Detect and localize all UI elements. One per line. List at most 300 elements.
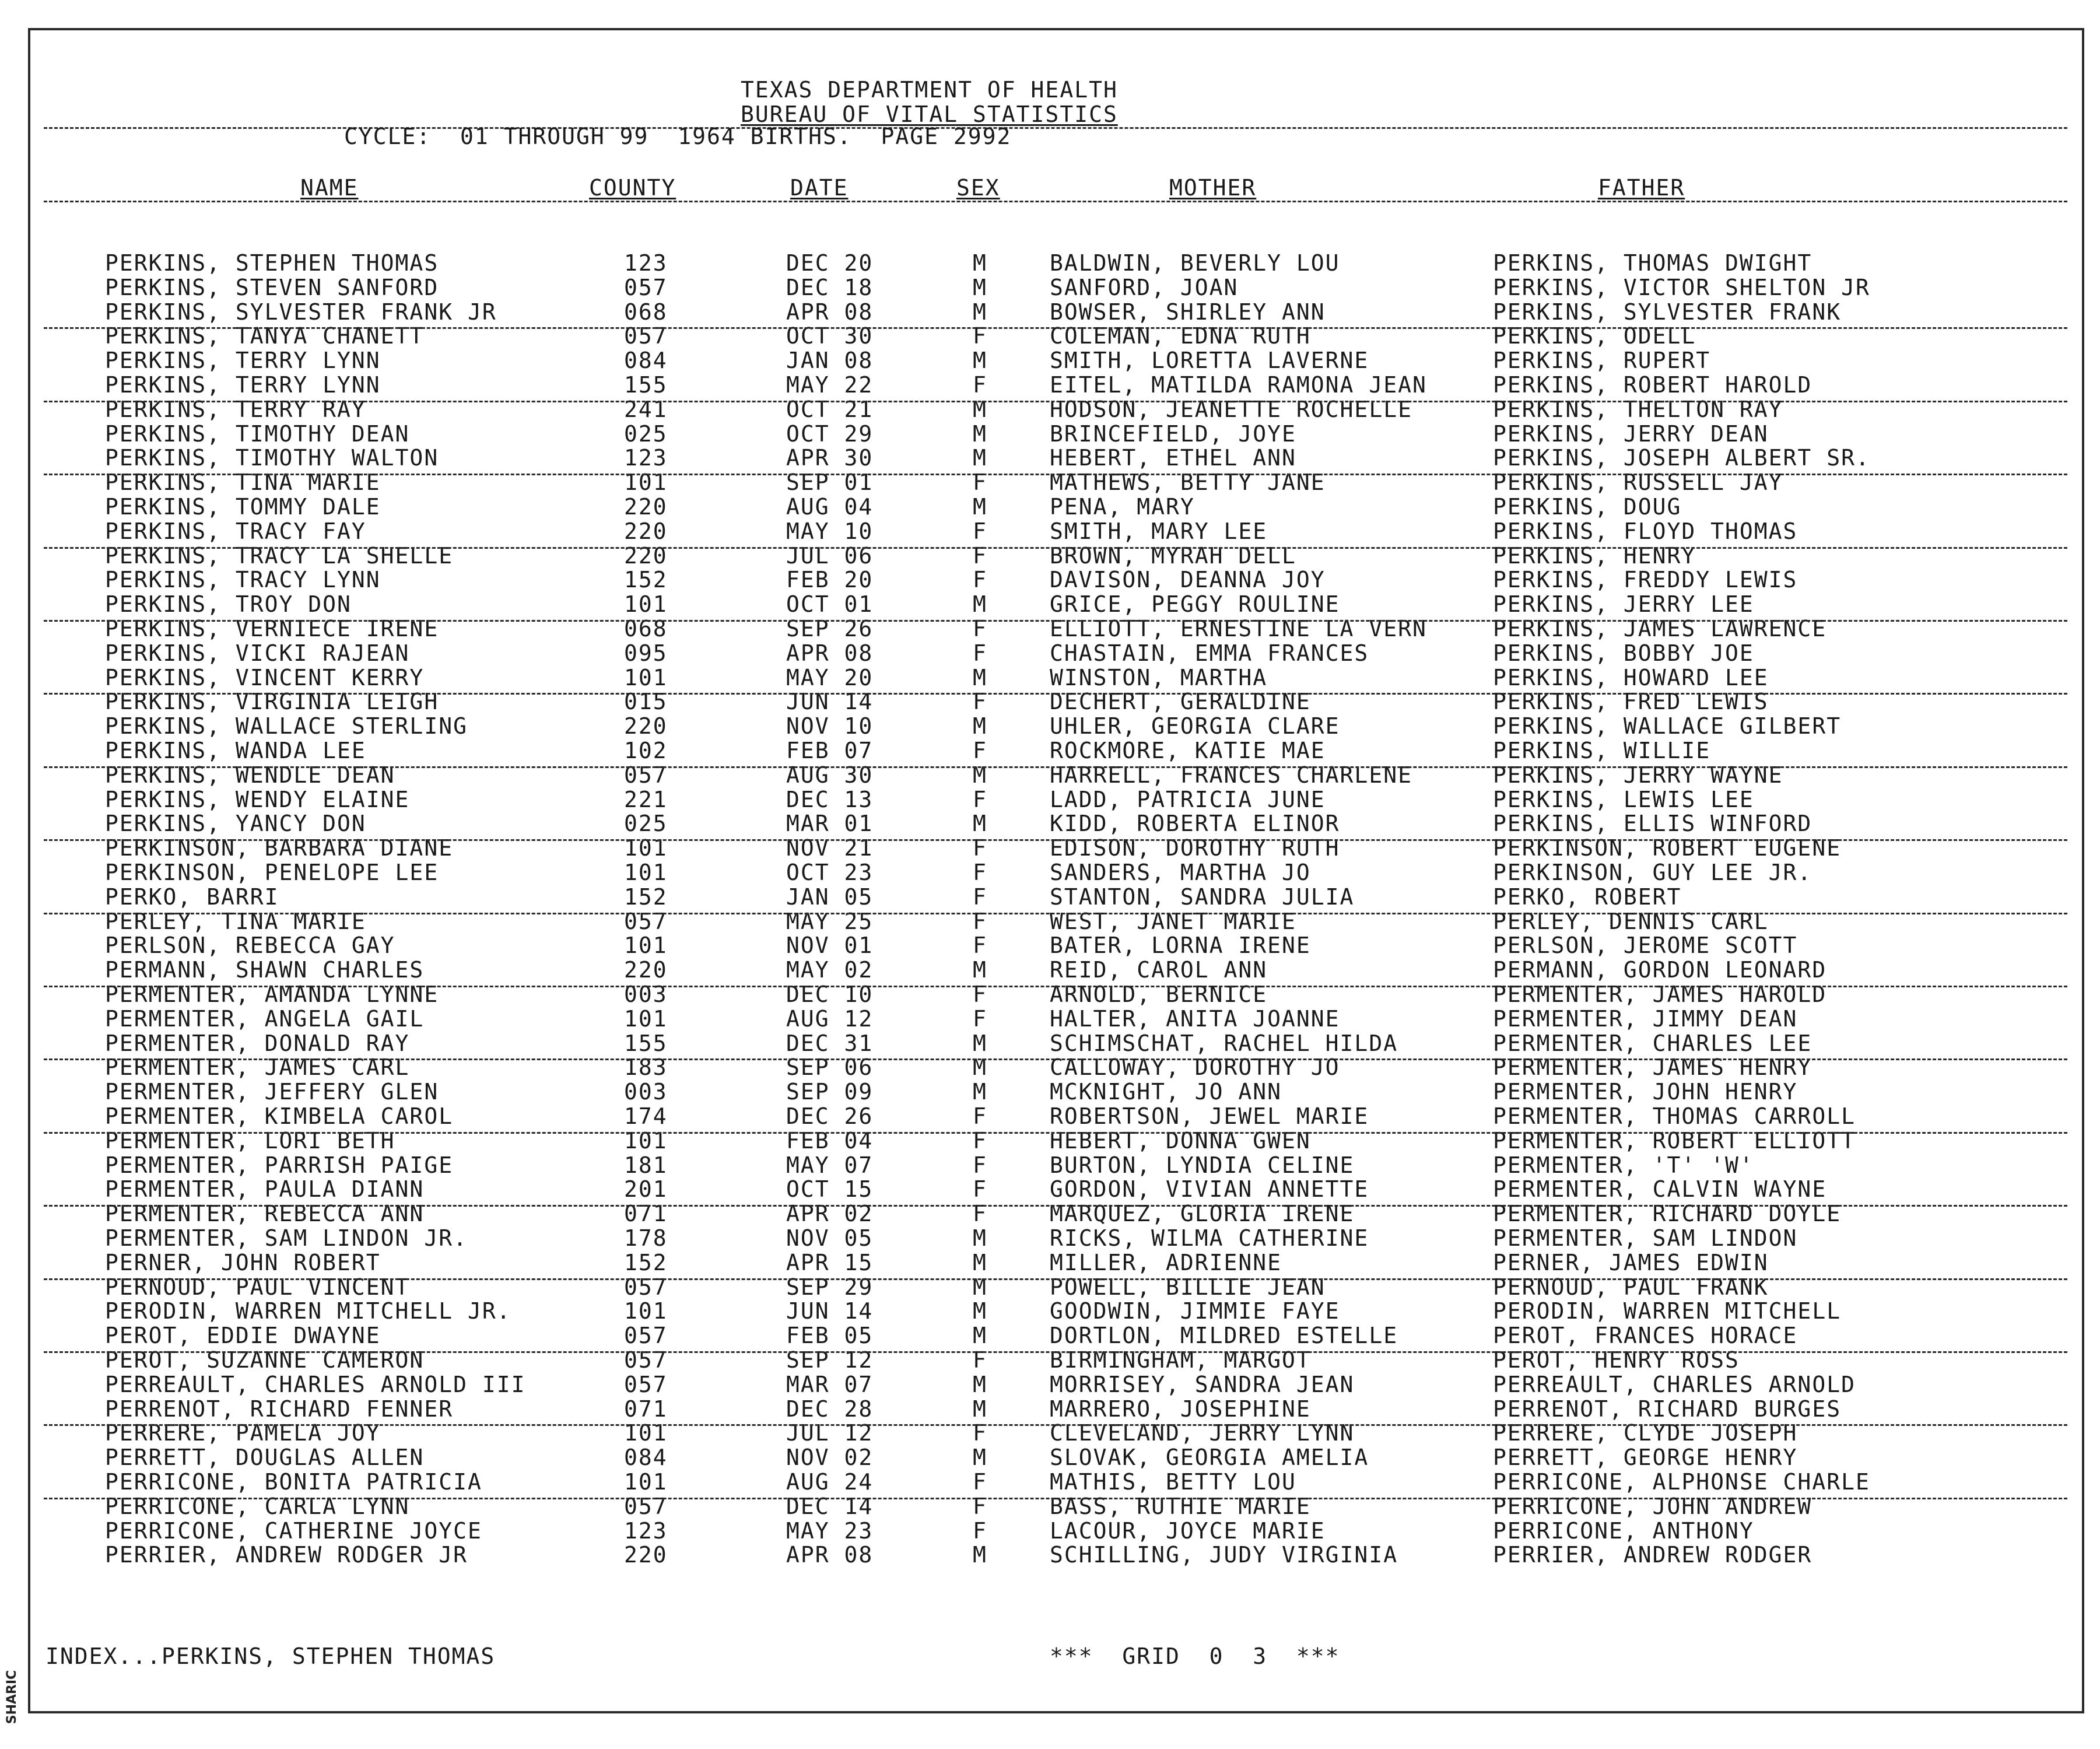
col-header-county: COUNTY bbox=[589, 175, 676, 201]
cell-date: OCT 01 bbox=[786, 591, 874, 617]
cell-sex: M bbox=[973, 1031, 987, 1056]
cell-name: PERKINS, WANDA LEE bbox=[105, 738, 366, 763]
col-header-mother: MOTHER bbox=[1169, 175, 1257, 201]
table-row bbox=[0, 811, 2100, 836]
cell-sex: F bbox=[973, 1176, 987, 1202]
table-row bbox=[0, 1153, 2100, 1177]
cell-date: NOV 01 bbox=[786, 933, 874, 958]
cell-county: 220 bbox=[624, 518, 668, 544]
cell-sex: F bbox=[973, 1006, 987, 1032]
cell-county: 152 bbox=[624, 567, 668, 593]
col-header-date: DATE bbox=[790, 175, 849, 201]
cell-sex: F bbox=[973, 1494, 987, 1519]
cell-name: PERKINS, TINA MARIE bbox=[105, 469, 381, 495]
cell-date: SEP 01 bbox=[786, 469, 874, 495]
cell-sex: F bbox=[973, 835, 987, 861]
cell-county: 152 bbox=[624, 884, 668, 910]
cell-county: 101 bbox=[624, 1128, 668, 1154]
cell-date: SEP 09 bbox=[786, 1079, 874, 1105]
cell-county: 101 bbox=[624, 591, 668, 617]
cell-mother: BATER, LORNA IRENE bbox=[1050, 933, 1311, 958]
table-row bbox=[0, 1470, 2100, 1494]
cell-mother: WEST, JANET MARIE bbox=[1050, 909, 1296, 934]
cell-name: PERKINS, TIMOTHY WALTON bbox=[105, 445, 439, 471]
divider bbox=[44, 766, 2067, 768]
footer-index: INDEX...PERKINS, STEPHEN THOMAS bbox=[45, 1643, 496, 1669]
cell-date: DEC 20 bbox=[786, 250, 874, 276]
cell-sex: F bbox=[973, 1420, 987, 1446]
cell-mother: BALDWIN, BEVERLY LOU bbox=[1050, 250, 1340, 276]
cell-father: PERMENTER, ROBERT ELLIOTT bbox=[1493, 1128, 1856, 1154]
cell-name: PERKINS, VIRGINIA LEIGH bbox=[105, 689, 439, 714]
cell-date: DEC 18 bbox=[786, 275, 874, 300]
cell-date: OCT 21 bbox=[786, 397, 874, 422]
cell-county: 057 bbox=[624, 1347, 668, 1373]
cell-mother: REID, CAROL ANN bbox=[1050, 957, 1268, 983]
cell-sex: F bbox=[973, 860, 987, 885]
cell-sex: F bbox=[973, 909, 987, 934]
divider bbox=[44, 474, 2067, 475]
cell-county: 220 bbox=[624, 957, 668, 983]
cell-father: PERMENTER, 'T' 'W' bbox=[1493, 1152, 1754, 1178]
cell-name: PERMENTER, PARRISH PAIGE bbox=[105, 1152, 454, 1178]
cell-date: NOV 21 bbox=[786, 835, 874, 861]
table-row bbox=[0, 567, 2100, 592]
cell-mother: MCKNIGHT, JO ANN bbox=[1050, 1079, 1282, 1105]
cell-mother: MORRISEY, SANDRA JEAN bbox=[1050, 1372, 1355, 1397]
table-row bbox=[0, 1250, 2100, 1275]
cell-date: APR 02 bbox=[786, 1201, 874, 1226]
cell-name: PERKINS, TANYA CHANETT bbox=[105, 323, 425, 349]
cell-sex: F bbox=[973, 543, 987, 569]
cell-sex: F bbox=[973, 640, 987, 666]
cell-sex: F bbox=[973, 567, 987, 593]
cell-name: PERRIER, ANDREW RODGER JR bbox=[105, 1542, 468, 1568]
cell-date: FEB 04 bbox=[786, 1128, 874, 1154]
cell-county: 178 bbox=[624, 1225, 668, 1251]
cell-county: 057 bbox=[624, 909, 668, 934]
table-row bbox=[0, 1445, 2100, 1470]
cell-sex: F bbox=[973, 787, 987, 812]
cell-father: PERRICONE, ALPHONSE CHARLE bbox=[1493, 1469, 1870, 1495]
divider bbox=[44, 1498, 2067, 1499]
cell-county: 068 bbox=[624, 616, 668, 642]
cell-date: NOV 02 bbox=[786, 1445, 874, 1470]
divider bbox=[44, 1132, 2067, 1134]
cell-mother: WINSTON, MARTHA bbox=[1050, 665, 1268, 691]
side-label: SHARIC bbox=[4, 1670, 19, 1725]
cell-mother: CHASTAIN, EMMA FRANCES bbox=[1050, 640, 1369, 666]
cell-sex: M bbox=[973, 665, 987, 691]
cell-county: 102 bbox=[624, 738, 668, 763]
cell-father: PERMENTER, CALVIN WAYNE bbox=[1493, 1176, 1827, 1202]
cell-sex: M bbox=[973, 1250, 987, 1275]
divider bbox=[44, 1058, 2067, 1060]
cell-mother: SANFORD, JOAN bbox=[1050, 275, 1239, 300]
cell-father: PERMENTER, JIMMY DEAN bbox=[1493, 1006, 1798, 1032]
cell-father: PERKINS, RUSSELL JAY bbox=[1493, 469, 1783, 495]
cell-sex: M bbox=[973, 957, 987, 983]
cell-father: PERKINS, HENRY bbox=[1493, 543, 1696, 569]
cell-father: PERKINS, WALLACE GILBERT bbox=[1493, 713, 1842, 739]
cell-father: PERLSON, JEROME SCOTT bbox=[1493, 933, 1798, 958]
cell-name: PERRICONE, CARLA LYNN bbox=[105, 1494, 410, 1519]
cell-father: PERKINS, ODELL bbox=[1493, 323, 1696, 349]
header-cycle: CYCLE: 01 THROUGH 99 1964 BIRTHS. PAGE 2992 bbox=[344, 124, 1012, 149]
cell-name: PEROT, SUZANNE CAMERON bbox=[105, 1347, 425, 1373]
divider bbox=[44, 839, 2067, 841]
cell-sex: M bbox=[973, 1298, 987, 1324]
cell-county: 057 bbox=[624, 275, 668, 300]
cell-mother: LADD, PATRICIA JUNE bbox=[1050, 787, 1326, 812]
cell-date: DEC 26 bbox=[786, 1103, 874, 1129]
cell-county: 220 bbox=[624, 494, 668, 520]
cell-sex: M bbox=[973, 762, 987, 788]
cell-name: PERMENTER, KIMBELA CAROL bbox=[105, 1103, 454, 1129]
cell-date: JUL 12 bbox=[786, 1420, 874, 1446]
cell-sex: M bbox=[973, 1372, 987, 1397]
cell-father: PERKINS, THOMAS DWIGHT bbox=[1493, 250, 1812, 276]
cell-mother: GOODWIN, JIMMIE FAYE bbox=[1050, 1298, 1340, 1324]
cell-mother: BRINCEFIELD, JOYE bbox=[1050, 421, 1296, 447]
cell-sex: M bbox=[973, 591, 987, 617]
cell-father: PERMENTER, JAMES HAROLD bbox=[1493, 982, 1827, 1007]
cell-date: MAY 02 bbox=[786, 957, 874, 983]
cell-name: PERRERE, PAMELA JOY bbox=[105, 1420, 381, 1446]
cell-sex: M bbox=[973, 445, 987, 471]
cell-mother: POWELL, BILLIE JEAN bbox=[1050, 1274, 1326, 1300]
footer-grid: *** GRID 0 3 *** bbox=[1050, 1643, 1340, 1669]
cell-county: 071 bbox=[624, 1201, 668, 1226]
cell-father: PERKINS, BOBBY JOE bbox=[1493, 640, 1754, 666]
cell-date: FEB 20 bbox=[786, 567, 874, 593]
table-row bbox=[0, 1177, 2100, 1201]
cell-county: 181 bbox=[624, 1152, 668, 1178]
cell-name: PERMENTER, AMANDA LYNNE bbox=[105, 982, 439, 1007]
cell-father: PERMENTER, JOHN HENRY bbox=[1493, 1079, 1798, 1105]
cell-date: AUG 12 bbox=[786, 1006, 874, 1032]
cell-date: APR 08 bbox=[786, 640, 874, 666]
cell-county: 071 bbox=[624, 1396, 668, 1422]
cell-county: 101 bbox=[624, 860, 668, 885]
cell-name: PERRETT, DOUGLAS ALLEN bbox=[105, 1445, 425, 1470]
cell-sex: M bbox=[973, 1445, 987, 1470]
cell-mother: PENA, MARY bbox=[1050, 494, 1195, 520]
cell-date: MAY 25 bbox=[786, 909, 874, 934]
cell-father: PEROT, HENRY ROSS bbox=[1493, 1347, 1740, 1373]
divider bbox=[44, 1278, 2067, 1280]
cell-name: PERODIN, WARREN MITCHELL JR. bbox=[105, 1298, 511, 1324]
cell-father: PERKINS, ROBERT HAROLD bbox=[1493, 372, 1812, 398]
cell-county: 183 bbox=[624, 1054, 668, 1080]
cell-father: PERRICONE, JOHN ANDREW bbox=[1493, 1494, 1812, 1519]
cell-date: DEC 10 bbox=[786, 982, 874, 1007]
cell-county: 101 bbox=[624, 1006, 668, 1032]
cell-county: 003 bbox=[624, 982, 668, 1007]
cell-mother: DAVISON, DEANNA JOY bbox=[1050, 567, 1326, 593]
cell-name: PERMENTER, LORI BETH bbox=[105, 1128, 395, 1154]
cell-date: MAY 22 bbox=[786, 372, 874, 398]
cell-date: FEB 07 bbox=[786, 738, 874, 763]
cell-father: PERMENTER, THOMAS CARROLL bbox=[1493, 1103, 1856, 1129]
cell-sex: M bbox=[973, 1054, 987, 1080]
cell-county: 155 bbox=[624, 1031, 668, 1056]
cell-name: PERKO, BARRI bbox=[105, 884, 279, 910]
cell-name: PERMENTER, JEFFERY GLEN bbox=[105, 1079, 439, 1105]
cell-mother: HEBERT, ETHEL ANN bbox=[1050, 445, 1296, 471]
cell-name: PERMENTER, DONALD RAY bbox=[105, 1031, 410, 1056]
cell-name: PERKINS, SYLVESTER FRANK JR bbox=[105, 299, 497, 325]
cell-father: PERRICONE, ANTHONY bbox=[1493, 1518, 1754, 1544]
cell-father: PERMENTER, SAM LINDON bbox=[1493, 1225, 1798, 1251]
cell-county: 084 bbox=[624, 1445, 668, 1470]
cell-father: PERKINS, JERRY WAYNE bbox=[1493, 762, 1783, 788]
divider bbox=[44, 327, 2067, 329]
cell-name: PERLEY, TINA MARIE bbox=[105, 909, 366, 934]
cell-date: NOV 05 bbox=[786, 1225, 874, 1251]
cell-mother: MARQUEZ, GLORIA IRENE bbox=[1050, 1201, 1355, 1226]
cell-sex: F bbox=[973, 933, 987, 958]
col-header-name: NAME bbox=[300, 175, 359, 201]
cell-father: PERRETT, GEORGE HENRY bbox=[1493, 1445, 1798, 1470]
cell-county: 084 bbox=[624, 348, 668, 373]
cell-mother: GRICE, PEGGY ROULINE bbox=[1050, 591, 1340, 617]
cell-father: PERMENTER, CHARLES LEE bbox=[1493, 1031, 1812, 1056]
cell-sex: F bbox=[973, 1128, 987, 1154]
cell-sex: M bbox=[973, 275, 987, 300]
cell-sex: M bbox=[973, 348, 987, 373]
cell-name: PERKINS, WALLACE STERLING bbox=[105, 713, 468, 739]
cell-county: 241 bbox=[624, 397, 668, 422]
cell-county: 101 bbox=[624, 933, 668, 958]
cell-date: OCT 23 bbox=[786, 860, 874, 885]
cell-county: 101 bbox=[624, 1420, 668, 1446]
cell-date: MAR 01 bbox=[786, 811, 874, 836]
cell-mother: RICKS, WILMA CATHERINE bbox=[1050, 1225, 1369, 1251]
cell-father: PERKINS, FRED LEWIS bbox=[1493, 689, 1769, 714]
cell-date: APR 08 bbox=[786, 1542, 874, 1568]
cell-mother: HALTER, ANITA JOANNE bbox=[1050, 1006, 1340, 1032]
cell-mother: UHLER, GEORGIA CLARE bbox=[1050, 713, 1340, 739]
cell-mother: BURTON, LYNDIA CELINE bbox=[1050, 1152, 1355, 1178]
table-row bbox=[0, 1031, 2100, 1056]
cell-date: FEB 05 bbox=[786, 1323, 874, 1348]
cell-county: 101 bbox=[624, 469, 668, 495]
cell-mother: GORDON, VIVIAN ANNETTE bbox=[1050, 1176, 1369, 1202]
cell-name: PERKINS, WENDY ELAINE bbox=[105, 787, 410, 812]
cell-date: MAY 20 bbox=[786, 665, 874, 691]
cell-mother: SMITH, MARY LEE bbox=[1050, 518, 1268, 544]
cell-county: 057 bbox=[624, 1372, 668, 1397]
cell-county: 015 bbox=[624, 689, 668, 714]
cell-date: AUG 04 bbox=[786, 494, 874, 520]
cell-date: APR 08 bbox=[786, 299, 874, 325]
cell-mother: BASS, RUTHIE MARIE bbox=[1050, 1494, 1311, 1519]
table-row bbox=[0, 860, 2100, 885]
cell-sex: F bbox=[973, 323, 987, 349]
cell-county: 101 bbox=[624, 1298, 668, 1324]
cell-mother: BROWN, MYRAH DELL bbox=[1050, 543, 1296, 569]
cell-mother: MATHEWS, BETTY JANE bbox=[1050, 469, 1326, 495]
col-header-father: FATHER bbox=[1598, 175, 1685, 201]
header-bureau: BUREAU OF VITAL STATISTICS bbox=[741, 101, 1118, 127]
cell-name: PERKINS, TIMOTHY DEAN bbox=[105, 421, 410, 447]
cell-name: PEROT, EDDIE DWAYNE bbox=[105, 1323, 381, 1348]
cell-sex: M bbox=[973, 811, 987, 836]
cell-father: PERMENTER, RICHARD DOYLE bbox=[1493, 1201, 1842, 1226]
cell-father: PERKINS, LEWIS LEE bbox=[1493, 787, 1754, 812]
cell-date: MAY 07 bbox=[786, 1152, 874, 1178]
cell-sex: M bbox=[973, 1079, 987, 1105]
cell-father: PERRERE, CLYDE JOSEPH bbox=[1493, 1420, 1798, 1446]
cell-date: JUN 14 bbox=[786, 1298, 874, 1324]
cell-county: 201 bbox=[624, 1176, 668, 1202]
cell-sex: F bbox=[973, 469, 987, 495]
table-row bbox=[0, 422, 2100, 446]
cell-date: OCT 30 bbox=[786, 323, 874, 349]
table-row bbox=[0, 495, 2100, 519]
cell-mother: SCHILLING, JUDY VIRGINIA bbox=[1050, 1542, 1398, 1568]
divider bbox=[44, 986, 2067, 987]
cell-date: MAR 07 bbox=[786, 1372, 874, 1397]
table-row bbox=[0, 1007, 2100, 1031]
cell-father: PERKINS, DOUG bbox=[1493, 494, 1682, 520]
cell-name: PERMENTER, JAMES CARL bbox=[105, 1054, 410, 1080]
cell-date: OCT 29 bbox=[786, 421, 874, 447]
cell-date: DEC 28 bbox=[786, 1396, 874, 1422]
cell-name: PERMENTER, REBECCA ANN bbox=[105, 1201, 425, 1226]
divider bbox=[44, 693, 2067, 695]
cell-father: PERMANN, GORDON LEONARD bbox=[1493, 957, 1827, 983]
cell-county: 220 bbox=[624, 1542, 668, 1568]
cell-father: PEROT, FRANCES HORACE bbox=[1493, 1323, 1798, 1348]
cell-county: 057 bbox=[624, 323, 668, 349]
cell-father: PERKINS, JERRY LEE bbox=[1493, 591, 1754, 617]
cell-mother: BIRMINGHAM, MARGOT bbox=[1050, 1347, 1311, 1373]
table-row bbox=[0, 348, 2100, 373]
cell-mother: MARRERO, JOSEPHINE bbox=[1050, 1396, 1311, 1422]
table-row bbox=[0, 592, 2100, 616]
cell-name: PERLSON, REBECCA GAY bbox=[105, 933, 395, 958]
cell-date: SEP 26 bbox=[786, 616, 874, 642]
cell-mother: ROBERTSON, JEWEL MARIE bbox=[1050, 1103, 1369, 1129]
cell-date: SEP 12 bbox=[786, 1347, 874, 1373]
cell-name: PERNER, JOHN ROBERT bbox=[105, 1250, 381, 1275]
cell-county: 101 bbox=[624, 1469, 668, 1495]
cell-county: 221 bbox=[624, 787, 668, 812]
cell-name: PERKINS, VICKI RAJEAN bbox=[105, 640, 410, 666]
cell-father: PERKO, ROBERT bbox=[1493, 884, 1682, 910]
cell-county: 123 bbox=[624, 1518, 668, 1544]
cell-father: PERKINS, SYLVESTER FRANK bbox=[1493, 299, 1842, 325]
cell-mother: LACOUR, JOYCE MARIE bbox=[1050, 1518, 1326, 1544]
cell-date: DEC 14 bbox=[786, 1494, 874, 1519]
cell-county: 123 bbox=[624, 445, 668, 471]
table-row bbox=[0, 885, 2100, 909]
cell-county: 220 bbox=[624, 713, 668, 739]
cell-name: PERKINS, STEPHEN THOMAS bbox=[105, 250, 439, 276]
cell-date: JUL 06 bbox=[786, 543, 874, 569]
cell-mother: ELLIOTT, ERNESTINE LA VERN bbox=[1050, 616, 1427, 642]
cell-county: 057 bbox=[624, 762, 668, 788]
cell-county: 220 bbox=[624, 543, 668, 569]
cell-county: 155 bbox=[624, 372, 668, 398]
divider bbox=[44, 913, 2067, 914]
cell-father: PERLEY, DENNIS CARL bbox=[1493, 909, 1769, 934]
cell-father: PERKINS, FLOYD THOMAS bbox=[1493, 518, 1798, 544]
cell-mother: CLEVELAND, JERRY LYNN bbox=[1050, 1420, 1355, 1446]
cell-father: PERKINS, HOWARD LEE bbox=[1493, 665, 1769, 691]
cell-father: PERKINS, JERRY DEAN bbox=[1493, 421, 1769, 447]
col-header-sex: SEX bbox=[956, 175, 1000, 201]
table-row bbox=[0, 251, 2100, 275]
cell-sex: M bbox=[973, 1396, 987, 1422]
cell-county: 003 bbox=[624, 1079, 668, 1105]
cell-sex: F bbox=[973, 884, 987, 910]
cell-mother: KIDD, ROBERTA ELINOR bbox=[1050, 811, 1340, 836]
cell-date: MAY 23 bbox=[786, 1518, 874, 1544]
cell-mother: DORTLON, MILDRED ESTELLE bbox=[1050, 1323, 1398, 1348]
cell-father: PERRENOT, RICHARD BURGES bbox=[1493, 1396, 1842, 1422]
divider bbox=[44, 620, 2067, 622]
cell-sex: F bbox=[973, 372, 987, 398]
cell-father: PERKINS, FREDDY LEWIS bbox=[1493, 567, 1798, 593]
cell-father: PERKINS, WILLIE bbox=[1493, 738, 1711, 763]
cell-county: 068 bbox=[624, 299, 668, 325]
table-row bbox=[0, 738, 2100, 763]
cell-name: PERKINS, YANCY DON bbox=[105, 811, 366, 836]
cell-name: PERMANN, SHAWN CHARLES bbox=[105, 957, 425, 983]
cell-mother: MILLER, ADRIENNE bbox=[1050, 1250, 1282, 1275]
cell-date: DEC 31 bbox=[786, 1031, 874, 1056]
cell-name: PERMENTER, SAM LINDON JR. bbox=[105, 1225, 468, 1251]
header-agency: TEXAS DEPARTMENT OF HEALTH bbox=[741, 77, 1118, 103]
cell-father: PERKINSON, GUY LEE JR. bbox=[1493, 860, 1812, 885]
cell-county: 174 bbox=[624, 1103, 668, 1129]
table-row bbox=[0, 1397, 2100, 1421]
cell-sex: M bbox=[973, 299, 987, 325]
cell-name: PERKINSON, PENELOPE LEE bbox=[105, 860, 439, 885]
cell-date: MAY 10 bbox=[786, 518, 874, 544]
cell-sex: F bbox=[973, 738, 987, 763]
cell-mother: SLOVAK, GEORGIA AMELIA bbox=[1050, 1445, 1369, 1470]
cell-name: PERKINSON, BARBARA DIANE bbox=[105, 835, 454, 861]
table-row bbox=[0, 714, 2100, 738]
divider bbox=[44, 547, 2067, 549]
cell-county: 101 bbox=[624, 665, 668, 691]
divider bbox=[44, 201, 2067, 202]
cell-father: PERREAULT, CHARLES ARNOLD bbox=[1493, 1372, 1856, 1397]
cell-mother: STANTON, SANDRA JULIA bbox=[1050, 884, 1355, 910]
cell-father: PERKINS, VICTOR SHELTON JR bbox=[1493, 275, 1870, 300]
cell-name: PERKINS, TRACY FAY bbox=[105, 518, 366, 544]
cell-sex: F bbox=[973, 689, 987, 714]
cell-name: PERMENTER, ANGELA GAIL bbox=[105, 1006, 425, 1032]
table-row bbox=[0, 933, 2100, 958]
cell-mother: EITEL, MATILDA RAMONA JEAN bbox=[1050, 372, 1427, 398]
cell-county: 123 bbox=[624, 250, 668, 276]
cell-name: PERKINS, VERNIECE IRENE bbox=[105, 616, 439, 642]
divider bbox=[44, 401, 2067, 402]
cell-mother: HEBERT, DONNA GWEN bbox=[1050, 1128, 1311, 1154]
cell-father: PERKINS, JOSEPH ALBERT SR. bbox=[1493, 445, 1870, 471]
cell-sex: F bbox=[973, 1152, 987, 1178]
cell-mother: HODSON, JEANETTE ROCHELLE bbox=[1050, 397, 1412, 422]
cell-name: PERKINS, WENDLE DEAN bbox=[105, 762, 395, 788]
cell-mother: SMITH, LORETTA LAVERNE bbox=[1050, 348, 1369, 373]
cell-sex: F bbox=[973, 1103, 987, 1129]
cell-name: PERRICONE, BONITA PATRICIA bbox=[105, 1469, 482, 1495]
